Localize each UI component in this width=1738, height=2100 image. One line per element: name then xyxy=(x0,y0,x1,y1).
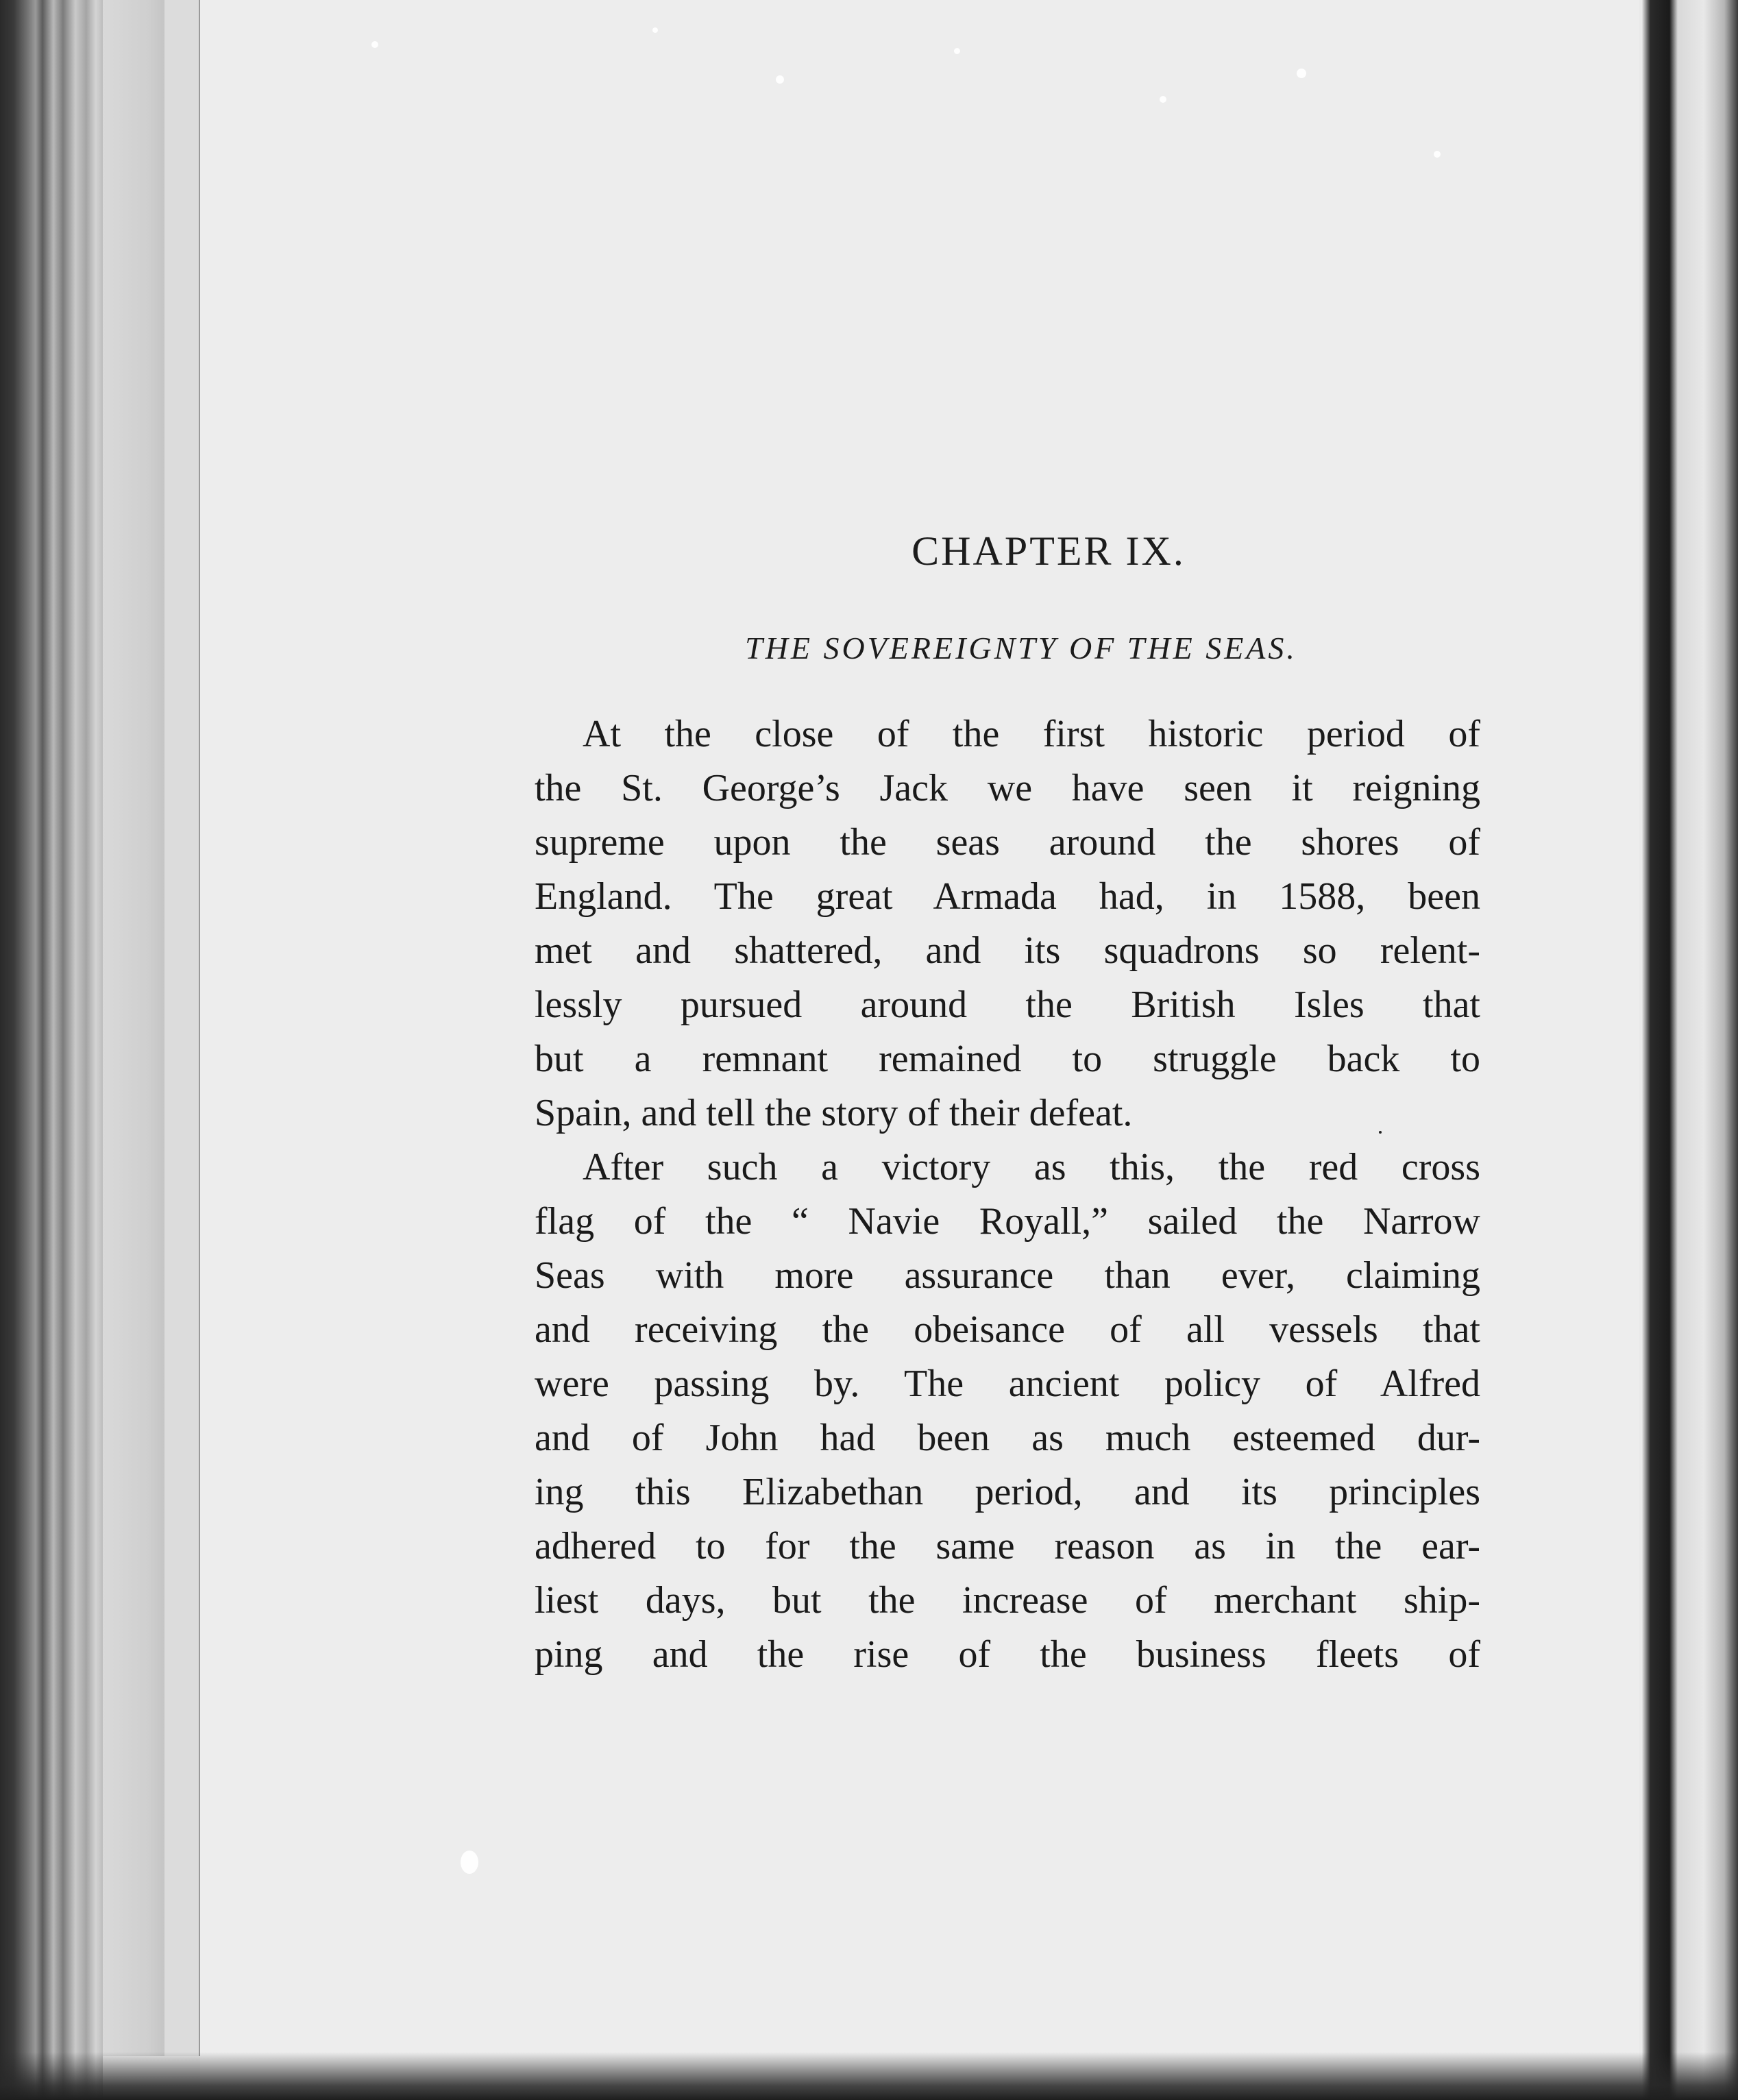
text-line: but a remnant remained to struggle back to xyxy=(535,1038,1480,1080)
dust-speck xyxy=(1160,96,1166,103)
page-surface xyxy=(200,0,1639,2100)
text-column xyxy=(535,528,1480,1682)
text-line: At the close of the first historic period of xyxy=(583,713,1480,755)
dust-speck xyxy=(776,75,784,84)
text-line: ing this Elizabethan period, and its principles xyxy=(535,1471,1480,1513)
text-line: the St. George’s Jack we have seen it reigning xyxy=(535,767,1480,809)
chapter-heading: CHAPTER IX. xyxy=(911,528,1186,574)
text-line: liest days, but the increase of merchant ship- xyxy=(535,1579,1480,1622)
text-line: and receiving the obeisance of all vessels that xyxy=(535,1308,1480,1351)
text-line: Spain, and tell the story of their defeat. xyxy=(535,1092,1133,1134)
dust-speck xyxy=(652,27,658,33)
page-stack-step xyxy=(164,0,200,2056)
text-line: supreme upon the seas around the shores of xyxy=(535,821,1480,864)
text-line: Seas with more assurance than ever, claiming xyxy=(535,1254,1480,1297)
text-line: met and shattered, and its squadrons so relent- xyxy=(535,929,1480,972)
text-line: After such a victory as this, the red cross xyxy=(583,1146,1480,1188)
paragraph-2 xyxy=(535,1140,1480,1682)
dust-speck xyxy=(461,1851,478,1874)
paragraph-1 xyxy=(535,707,1480,1140)
book-binding xyxy=(0,0,103,2100)
text-line: ping and the rise of the business fleets of xyxy=(535,1633,1480,1676)
text-line: adhered to for the same reason as in the ear- xyxy=(535,1525,1480,1567)
dust-speck xyxy=(371,41,378,48)
text-line: and of John had been as much esteemed dur- xyxy=(535,1417,1480,1459)
bottom-shadow xyxy=(0,2052,1738,2100)
text-line: were passing by. The ancient policy of Alfred xyxy=(535,1363,1480,1405)
text-line: England. The great Armada had, in 1588, been xyxy=(535,875,1480,918)
text-line: flag of the “ Navie Royall,” sailed the Narrow xyxy=(535,1200,1480,1243)
dust-speck xyxy=(1434,151,1441,158)
dust-speck xyxy=(1297,69,1306,78)
text-line: lessly pursued around the British Isles that xyxy=(535,984,1480,1026)
right-page-edge xyxy=(1642,0,1738,2100)
chapter-title: THE SOVEREIGNTY OF THE SEAS. xyxy=(745,631,1297,666)
dust-speck xyxy=(954,48,960,54)
